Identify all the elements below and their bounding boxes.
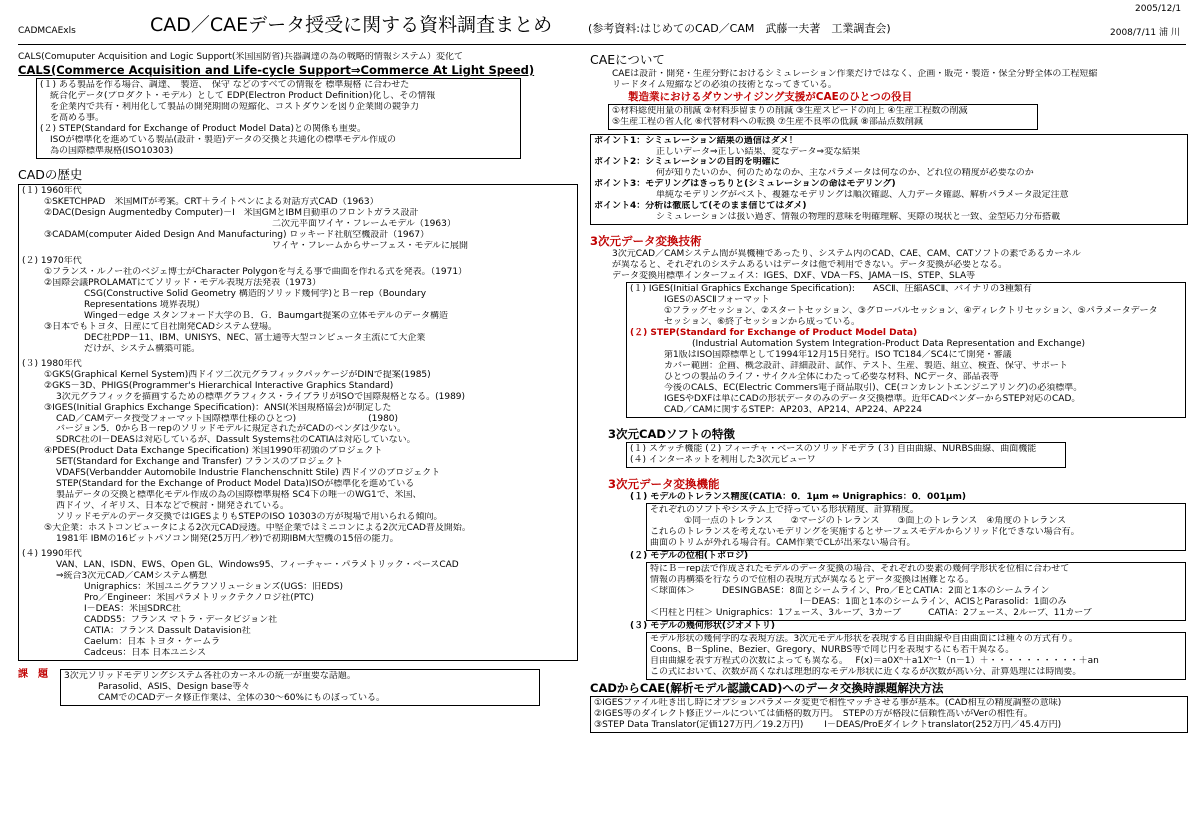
geometry-box	[646, 632, 1186, 680]
iges-line: セッション、⑥終了セッションから成っている。	[664, 317, 860, 328]
conversion-box	[626, 282, 1186, 418]
geometry-line: 自由曲線を表す方程式の次数によっても異なる。 F(x)＝a0Xⁿ＋a1Xⁿ⁻¹（n－1）＋・・・・・・・・・・＋an	[650, 655, 1099, 666]
history-line: CADDS5：フランス マトラ・データビジョン社	[84, 614, 278, 625]
step-line: 第1版はISO国際標準として1994年12月15日発行。ISO TC184／SC4にて開発・審議	[664, 350, 1012, 361]
step-line: CAD／CAMに関するSTEP：AP203、AP214、AP224、AP224	[664, 404, 922, 415]
kadai-box	[60, 669, 540, 706]
step-line: 今後のCALS、EC(Electric Commers電子商品取引)、CE(コンカレントエンジニアリング)の必須標準。	[664, 383, 1083, 394]
cae-merit-box	[608, 104, 1038, 130]
tolerance-line: それぞれのソフトやシステム上で持っている形状精度、計算精度。	[650, 505, 919, 516]
history-title: CADの歴史	[18, 167, 83, 183]
topology-line: 情報の再構築を行なうので位相の表現方式が異なるとデータ変換は困難となる。	[650, 574, 975, 585]
point-heading: ポイント4：分析は徹底して(そのまま信じてはダメ)	[594, 201, 807, 212]
history-line: ①SKETCHPAD 米国MITが考案。CRT＋ライトペンによる対話方式CAD（1963）	[44, 197, 379, 208]
step-line: カバー範囲：企画、概念設計、詳細設計、試作、テスト、生産、製造、組立、検査、保守、サポート	[664, 361, 1068, 372]
cad-soft-line: (４) インターネットを利用した3次元ビューワ	[630, 454, 816, 465]
history-line: Unigraphics：米国ユニグラフソリューションズ(UGS：旧EDS)	[84, 582, 344, 593]
history-line: 製品データの交換と標準化モデル作成の為の国際標準規格 SC4下の唯一のWG1で、米国、	[56, 490, 422, 501]
history-line: だけが、システム構築可能。	[84, 343, 201, 354]
cae-transfer-title: CADからCAE(解析モデル認識CAD)へのデータ交換時課題解決方法	[590, 680, 944, 695]
kadai-label: 課 題	[18, 668, 48, 680]
kadai-line: CAMでのCADデータ修正作業は、全体の30～60%にものぼっている。	[98, 692, 386, 703]
date-created: 2005/12/1	[1135, 4, 1182, 14]
cals-line: 為の国際標準規格(ISO10303)	[50, 146, 174, 157]
history-line: Pro／Engineer：米国パラメトリックテクノロジ社(PTC)	[84, 593, 314, 604]
cad-soft-title: 3次元CADソフトの特徴	[608, 426, 735, 441]
cae-title: CAEについて	[590, 52, 665, 67]
point-detail: 正しいデータ⇒正しい結果、変なデータ⇒変な結果	[656, 146, 861, 157]
iges-line: ①フラッグセッション、②スタートセッション、③グローバルセッション、④ディレクトリセッション、⑤パラメータデータ	[664, 306, 1158, 317]
cae-desc-line: リードタイム短縮などの必須の技術となってきている。	[612, 79, 837, 90]
cals-line: を高める事。	[50, 113, 105, 124]
cals-line: を企業内で共有・利用化して製品の開発期間の短縮化、コストダウンを図り企業間の競争力	[50, 102, 420, 113]
geometry-line: モデル形状の幾何学的な表現方法。3次元モデル形状を表現する自由曲線や自由曲面には種々の方式有り。	[650, 633, 1078, 644]
cals-line: (２) STEP(Standard for Exchange of Product Model Data)との関係も重要。	[40, 124, 367, 135]
topology-box	[646, 562, 1186, 621]
cals-title: CALS(Commerce Acquisition and Life-cycle Support⇒Commerce At Light Speed)	[18, 62, 535, 77]
history-line: SET(Standard for Exchange and Transfer) フランスのプロジェクト	[56, 457, 344, 468]
history-line: I－DEAS：米国SDRC社	[84, 603, 181, 614]
history-line: CAD／CAMデータ授受フォーマット国際標準仕様のひとつ) (1980)	[56, 413, 399, 424]
topology-heading: (２) モデルの位相(トポロジ)	[630, 550, 749, 561]
history-line: ④PDES(Product Data Exchange Specification) 米国1990年初頭のプロジェクト	[44, 446, 383, 457]
tolerance-box	[646, 503, 1186, 551]
cals-box	[36, 78, 521, 159]
header-divider	[18, 44, 1186, 45]
left-column	[18, 52, 578, 706]
history-line: (３) 1980年代	[22, 358, 82, 369]
history-line: (２) 1970年代	[22, 255, 82, 266]
history-line: Caelum：日本 トヨタ・ケームラ	[84, 636, 221, 647]
history-line: 西ドイツ、イギリス、日本などで検討・開発されている。	[56, 501, 290, 512]
history-line: ②GKS－3D、PHIGS(Programmer's Hierarchical Interactive Graphics Standard)	[44, 380, 394, 391]
cae-desc-line: CAEは設計・開発・生産分野におけるシミュレーション作業だけではなく、企画・販売・製造・保全分野全体の工程短縮	[612, 68, 1098, 79]
step-line: ひとつの製品のライフ・サイクル全体にわたって必要な材料、NCデータ、部品表等	[664, 372, 999, 383]
file-name: CADMCAExls	[18, 26, 76, 36]
history-line: ①GKS(Graphical Kernel System)西ドイツ二次元グラフィックパッケージがDINで提案(1985)	[44, 369, 431, 380]
tolerance-line: これらのトレランスを考えないモデリングを実施するとサーフェスモデルからソリッド化できない場合有。	[650, 526, 1080, 537]
history-line: (４) 1990年代	[22, 549, 82, 560]
cae-transfer-line: ③STEP Data Translator(定価127万円／19.2万円) I－DEAS/ProEダイレクトtranslator(252万円／45.4万円)	[594, 719, 1062, 730]
history-line: ③IGES(Initial Graphics Exchange Specification)：ANSI(米国規格協会)が制定した	[44, 402, 392, 413]
date-updated: 2008/7/11 浦 川	[1110, 28, 1180, 38]
cals-line: 統合化データ(プロダクト・モデル）として EDP(Electron Product Definition)化し、その情報	[50, 91, 436, 102]
page-title: CAD／CAEデータ授受に関する資料調査まとめ	[150, 14, 553, 36]
point-heading: ポイント3：モデリングはきっちりと(シミュレーションの命はモデリング)	[594, 179, 896, 190]
history-line: ソリッドモデルのデータ交換ではIGESよりもSTEPのISO 10303の方が現場で用いられる傾向。	[56, 512, 443, 523]
cae-transfer-line: ②IGES等のダイレクト修正ツールについては価格的数万円。 STEPの方が格段に信頼性高いがVerの相性有。	[594, 708, 1033, 719]
history-line: ②国際会議PROLAMATにてソリッド・モデル表現方法発表（1973）	[44, 277, 322, 288]
topology-line: ＜球面体＞ DESINGBASE：8面とシームライン、Pro／EとCATIA：2面と1本のシームライン	[650, 585, 1050, 596]
history-line: ⑤大企業：ホストコンピュータによる2次元CAD浸透。中堅企業ではミニコンによる2次元CAD普及開始。	[44, 523, 471, 534]
cae-merit-line: ①材料総使用量の削減 ②材料歩留まりの削減 ③生産スピードの向上 ④生産工程数の削減	[612, 105, 968, 116]
cae-transfer-box	[590, 696, 1188, 733]
point-detail: 何が知りたいのか、何のためなのか、主なパラメータは何なのか、どれ位の精度が必要なのか	[656, 168, 1034, 179]
kadai-line: Parasolid、ASIS、Design base等々	[98, 681, 251, 692]
history-line: 二次元平面ワイヤ・フレームモデル（1963）	[272, 219, 456, 230]
iges-heading: (１) IGES(Initial Graphics Exchange Specification): ASCⅡ、圧縮ASCⅡ、バイナリの3種類有	[630, 284, 1032, 295]
history-line: 3次元グラフィックを描画するための標準グラフィクス・ライブラリがISOで国際規格となる。(1989)	[56, 391, 466, 402]
history-line: バージョン5．0からＢ－repのソリッドモデルに規定されたがCADのベンダは少ない。	[56, 424, 406, 435]
tolerance-line: 曲面のトリムが外れる場合有。CAM作業でCLが出来ない場合有。	[650, 537, 916, 548]
cals-line: (１) ある製品を作る場合、調達、 製造、 保守 などのすべての情報を 標準規格 に合わせた	[40, 80, 410, 91]
history-line: CATIA：フランス Dassult Datavision社	[84, 625, 251, 636]
history-line: ⇒統合3次元CAD／CAMシステム構想	[56, 571, 207, 582]
point-detail: シミュレーションは扱い過ぎ、情報の物理的意味を明確理解、実際の現状と一致、金型応力分布搭載	[656, 212, 1061, 223]
conversion-desc: が異なると、それぞれのシステムあるいはデータは他で利用できない。データ変換が必要となる。	[612, 260, 1008, 271]
conversion-function-title: 3次元データ変換機能	[608, 476, 720, 491]
conversion-desc: 3次元CAD／CAMシステム間が異機種であったり、システム内のCAD、CAE、CAM、CATソフトの素であるカーネル	[612, 249, 1081, 260]
iges-line: IGESのASCⅡフォーマット	[664, 295, 770, 306]
geometry-line: Coons、B－Spline、Bezier、Gregory、NURBS等で同じ円を表現するにも若干異なる。	[650, 644, 1015, 655]
topology-line: 特にＢ－rep法で作成されたモデルのデータ変換の場合、それぞれの要素の幾何学形状を位相に合わせて	[650, 563, 1070, 574]
points-box	[590, 134, 1188, 226]
history-line: STEP(Standard for the Exchange of Product Model Data)ISOが標準化を進めている	[56, 479, 415, 490]
cad-soft-line: (１) スケッチ機能 (２) フィーチャ・ベースのソリッドモデラ (３) 自由曲線、NURBS曲線、曲面機能	[630, 444, 1037, 455]
history-line: (１) 1960年代	[22, 186, 82, 197]
point-heading: ポイント1：シミュレーション結果の過信はダメ！	[594, 135, 798, 146]
cals-intro: CALS(Comuputer Acquisition and Logic Support(米国国防省)兵器調達の為の戦略的情報システム）変化て	[18, 52, 464, 62]
history-line: ①フランス・ルノー社のベジェ博士がCharacter Polygonを与える事で曲面を作れる式を発表。（1971）	[44, 266, 468, 277]
history-line: Winged－edge スタンフォード大学のＢ．Ｇ．Baumgart提案の立体モデルのデータ構造	[84, 310, 448, 321]
history-line: VDAFS(Verbandder Automobile Industrie Flanchenschnitt Stile) 西ドイツのプロジェクト	[56, 468, 441, 479]
step-heading: (２) STEP(Standard for Exchange of Product Model Data)	[630, 328, 918, 339]
history-line: ③CADAM(computer Aided Design And Manufacturing) ロッキード社航空機設計（1967）	[44, 230, 430, 241]
cae-role-heading: 製造業におけるダウンサイジング支援がCAEのひとつの役目	[628, 90, 913, 103]
history-line: VAN、LAN、ISDN、EWS、Open GL、Windows95、フィーチャー・パラメトリック・ベースCAD	[56, 560, 459, 571]
history-line: ワイヤ・フレームからサーフェス・モデルに展開	[272, 240, 469, 251]
conversion-title: 3次元データ変換技術	[590, 234, 702, 249]
history-line: SDRC社のI－DEASは対応しているが、Dassult Systems社のCATIAは対応していない。	[56, 435, 416, 446]
kadai-section	[18, 669, 578, 706]
right-column	[590, 52, 1188, 733]
history-line: 1981年 IBMの16ビットパソコン開発(25万円／秒)で初期IBM大型機の15倍の能力。	[56, 534, 399, 545]
cae-transfer-line: ①IGESファイル吐き出し時にオプションパラメータ変更で相性マッチさせる事が基本。(CAD相互の精度調整の意味)	[594, 697, 1062, 708]
tolerance-heading: (１) モデルのトレランス精度(CATIA：0．1μm ⇔ Unigraphics：0．001μm)	[630, 492, 966, 503]
kadai-line: 3次元ソリッドモデリングシステム各社のカーネルの統一が重要な話題。	[64, 670, 356, 681]
conversion-desc: データ変換用標準インターフェイス：IGES、DXF、VDA－FS、JAMA－IS、STEP、SLA等	[612, 271, 976, 282]
tolerance-line: ①同一点のトレランス ②マージのトレランス ③面上のトレランス ④角度のトレランス	[684, 515, 1067, 526]
history-box	[18, 184, 578, 661]
history-line: Cadceus：日本 日本ユニシス	[84, 647, 206, 658]
history-line: ③日本でもトヨタ、日産にて自社開発CADシステム登場。	[44, 321, 278, 332]
history-line: DEC社PDP－11、IBM、UNISYS、NEC、富士通等大型コンピュータ主流にて大企業	[84, 332, 426, 343]
cae-merit-line: ⑤生産工程の省人化 ⑥代替材料への転換 ⑦生産不良率の低減 ⑧部品点数削減	[612, 116, 923, 127]
geometry-heading: (３) モデルの幾何形状(ジオメトリ)	[630, 620, 776, 631]
geometry-line: この式において、次数が高くなれば理想的なモデル形状に近くなるが次数が高い分、計算処理には時間要。	[650, 666, 1082, 677]
step-line: IGESやDXFは単にCADの形状データのみのデータ交換標準。近年CADベンダーからSTEP対応のCAD。	[664, 393, 1081, 404]
point-heading: ポイント2：シミュレーションの目的を明確に	[594, 157, 780, 168]
cad-soft-box	[626, 442, 1066, 468]
history-line: ②DAC(Design Augmentedby Computer)－Ⅰ 米国GMとIBM自動車のフロントガラス設計	[44, 208, 419, 219]
history-line: Representations 境界表現）	[84, 299, 205, 310]
reference-source: (参考資料:はじめてのCAD／CAM 武藤一夫著 工業調査会)	[588, 22, 891, 35]
topology-line: ＜円柱と円柱＞ Unigraphics：1フェース、3ループ、3カーブ CATIA：2フェース、2ループ、11カーブ	[650, 607, 1092, 618]
point-detail: 単純なモデリングがベスト、複雑なモデリングは順次確認、入力データ確認、解析パラメータ設定注意	[656, 190, 1069, 201]
history-line: CSG(Constructive Solid Geometry 構造的ソリッド幾何学)とＢ－rep（Boundary	[84, 288, 427, 299]
topology-line: I－DEAS：1面と1本のシームライン、ACISとParasolid：1面のみ	[800, 596, 1067, 607]
cals-line: ISOが標準化を進めている製品(設計・製造)データの交換と共通化の標準モデル作成の	[50, 135, 397, 146]
step-line: (Industrial Automation System Integration-Product Data Representation and Exchange)	[692, 339, 1085, 350]
